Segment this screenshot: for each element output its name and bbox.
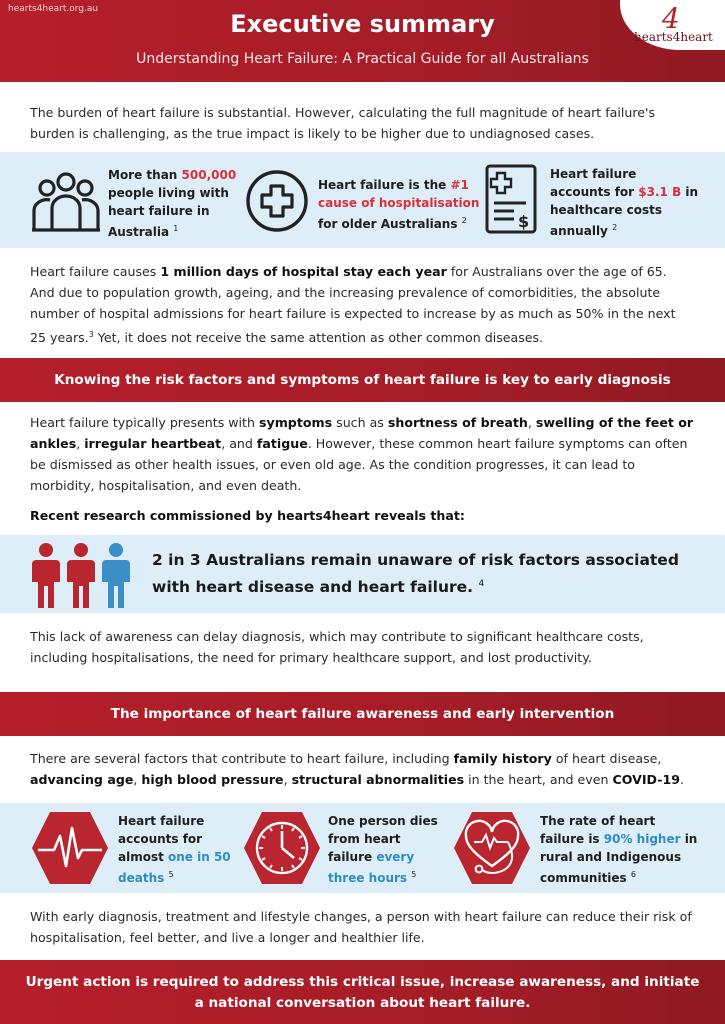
clock-icon [242,808,322,888]
medical-bill-icon [484,163,540,237]
stat-people-living: More than 500,000 people living with heart failure in Australia $^1$ [108,168,237,239]
stat-death-frequency: One person dies from heart failure every three hours $^5$ [328,814,438,885]
call-to-action-footer [0,960,725,1024]
stat-healthcare-costs: Heart failure accounts for $3.1 B in healthcare costs annually $^2$ [550,167,699,238]
section-heading-risk-factors: Knowing the risk factors and symptoms of heart failure is key to early diagnosis [0,358,725,402]
medical-cross-icon [244,168,310,234]
header-banner [0,0,725,82]
factors-paragraph: There are several factors that contribute to heart failure, including family history of heart disease, advancing age, high blood pressure, structural abnormalities in the heart, and even COVID-19. [30,751,684,787]
hearts4heart-logo [620,0,725,50]
logo-number: 4 [662,2,680,35]
section-heading-awareness: The importance of heart failure awareness and early intervention [0,692,725,736]
awareness-paragraph: This lack of awareness can delay diagnosis, which may contribute to significant healthcare costs, including hospitalisations, the need for primary healthcare support, and lost productivity. [30,629,644,665]
svg-text:$: $ [518,212,530,231]
page-subtitle: Understanding Heart Failure: A Practical Guide for all Australians [136,51,589,67]
heart-stethoscope-icon [452,808,532,888]
page-title: Executive summary [230,10,495,38]
stat-rural-rate: The rate of heart failure is 90% higher in rural and Indigenous communities $^6$ [540,814,698,885]
people-group-icon [30,168,102,234]
site-url[interactable]: hearts4heart.org.au [8,4,99,14]
three-people-icon [28,540,142,610]
stat-deaths-share: Heart failure accounts for almost one in 50 deaths $^5$ [118,814,231,885]
intro-paragraph: The burden of heart failure is substantial. However, calculating the full magnitude of heart failure's burden is challenging, as the true impact is likely to be higher due to undiagnosed cases. [30,105,656,141]
stat-hospitalisation: Heart failure is the #1 cause of hospitalisation for older Australians $^2$ [318,178,480,231]
research-line: Recent research commissioned by hearts4heart reveals that: [30,508,465,523]
footer-text: Urgent action is required to address this critical issue, increase awareness, and initiate a national conversation about heart failure. [25,974,700,1011]
symptoms-paragraph: Heart failure typically presents with symptoms such as shortness of breath, swelling of the feet or ankles, irregular heartbeat, and fatigue. However, these common heart failure symptoms can often be dismissed as other health issues, or even old age. As the condition progresses, it can lead to morbidity, hospitalisation, and even death. [30,415,694,493]
closing-paragraph: With early diagnosis, treatment and lifestyle changes, a person with heart failure can reduce their risk of hospitalisation, feel better, and live a longer and healthier life. [30,909,692,945]
hospital-stay-paragraph: Heart failure causes 1 million days of hospital stay each year for Australians over the age of 65. And due to population growth, ageing, and the increasing prevalence of comorbidities, the absolute number of hospital admissions for heart failure is expected to increase by as much as 50% in the next 25 years.$^3$ Yet, it does not receive the same attention as other common diseases. [30,264,676,346]
ecg-heartbeat-icon [30,808,110,888]
awareness-stat: 2 in 3 Australians remain unaware of risk factors associated with heart disease and heart failure. $^4$ [152,551,679,597]
logo-text: hearts4heart [634,30,713,44]
